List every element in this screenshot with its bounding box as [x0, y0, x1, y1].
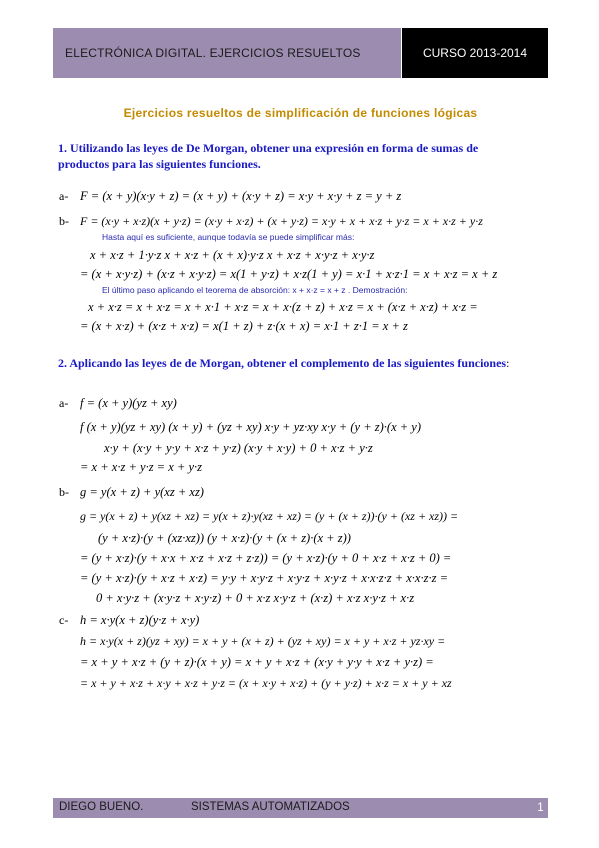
footer-page-number: 1 — [537, 802, 544, 814]
section1-note-2: El último paso aplicando el teorema de absorción: x + x·z = x + z . Demostración: — [102, 285, 408, 295]
section1-b-expression-4: x + x·z = x + x·z = x + x·1 + x·z = x + x·(z + z) + x·z = x + (x·z + x·z) + x·z = — [88, 300, 478, 314]
section1-b-expression-3: = (x + x·y·z) + (x·z + x·y·z) = x(1 + y·z) + x·z(1 + y) = x·1 + x·z·1 = x + x·z = x + z — [80, 267, 498, 281]
section2-b-expression-5: = (y + x·z)·(y + x·z + x·z) = y·y + x·y·z + x·y·z + x·y·z + x·x·z·z + x·x·z·z = — [80, 571, 449, 585]
header-title-band — [53, 28, 401, 78]
section2-heading-colon: : — [506, 356, 510, 370]
footer-page-band — [533, 798, 548, 818]
section2-b-label: b- — [59, 485, 69, 499]
section2-a-expression-3: x·y + (x·y + y·y + x·z + y·z) (x·y + x·y) + 0 + x·z + y·z — [104, 441, 373, 455]
section2-c-expression-2: h = x·y(x + z)(yz + xy) = x + y + (x + z) + (yz + xy) = x + y + x·z + yz·xy = — [80, 634, 446, 648]
section2-c-label: c- — [59, 613, 69, 627]
section1-note-1: Hasta aquí es suficiente, aunque todavía se puede simplificar más: — [102, 232, 355, 242]
footer-subject: SISTEMAS AUTOMATIZADOS — [191, 801, 350, 813]
section2-a-expression-2: f (x + y)(yz + xy) (x + y) + (yz + xy) x·y + yz·xy x·y + (y + z)·(x + y) — [80, 420, 422, 434]
footer-band — [53, 798, 533, 818]
section1-a-expression: F = (x + y)(x·y + z) = (x + y) + (x·y + z) = x·y + x·y + z = y + z — [80, 189, 402, 203]
section2-c-expression-3: = x + y + x·z + (y + z)·(x + y) = x + y + x·z + (x·y + y·y + x·z + y·z) = — [80, 655, 434, 669]
section2-b-expression-1: g = y(x + z) + y(xz + xz) — [80, 485, 204, 499]
section2-b-expression-4: = (y + x·z)·(y + x·x + x·z + x·z + z·z)) = (y + x·z)·(y + 0 + x·z + x·z + 0) = — [80, 551, 452, 565]
section1-b-expression-2: x + x·z + 1·y·z x + x·z + (x + x)·y·z x + x·z + x·y·z + x·y·z — [90, 248, 375, 262]
section2-b-expression-3: (y + x·z)·(y + (xz·xz)) (y + x·z)·(y + (x + z)·(x + z)) — [98, 531, 351, 545]
header-course-band — [402, 28, 548, 78]
section2-heading — [58, 355, 553, 371]
section2-c-expression-1: h = x·y(x + z)(y·z + x·y) — [80, 613, 200, 627]
footer-author: DIEGO BUENO. — [59, 801, 144, 813]
section2-heading-text: 2. Aplicando las leyes de de Morgan, obtener el complemento de las siguientes funciones — [58, 356, 507, 370]
document-title: Ejercicios resueltos de simplificación de funciones lógicas — [123, 106, 478, 120]
section2-b-expression-2: g = y(x + z) + y(xz + xz) = y(x + z)·y(xz + xz) = (y + (x + z))·(y + (xz + xz)) = — [80, 509, 459, 523]
section1-b-expression-5: = (x + x·z) + (x·z + x·z) = x(1 + z) + z·(x + x) = x·1 + z·1 = x + z — [80, 319, 408, 333]
header-course: CURSO 2013-2014 — [422, 46, 528, 60]
section1-b-expression: F = (x·y + x·z)(x + y·z) = (x·y + x·z) + (x + y·z) = x·y + x + x·z + y·z = x + x·z + y·z — [80, 214, 483, 228]
section2-a-expression-1: f = (x + y)(yz + xy) — [80, 396, 177, 410]
section1-heading: 1. Utilizando las leyes de De Morgan, obtener una expresión en forma de sumas de productos para las siguientes funciones. — [58, 141, 479, 171]
header-title: ELECTRÓNICA DIGITAL. EJERCICIOS RESUELTOS — [65, 46, 361, 60]
section1-b-label: b- — [59, 214, 69, 228]
section2-c-expression-4: = x + y + x·z + x·y + x·z + y·z = (x + x·y + x·z) + (y + y·z) + x·z = x + y + xz — [80, 676, 452, 690]
section2-a-label: a- — [59, 396, 69, 410]
section2-a-expression-4: = x + x·z + y·z = x + y·z — [80, 460, 203, 474]
section2-b-expression-6: 0 + x·y·z + (x·y·z + x·y·z) + 0 + x·z x·y·z + (x·z) + x·z x·y·z + x·z — [96, 591, 415, 605]
section1-a-label: a- — [59, 189, 69, 203]
